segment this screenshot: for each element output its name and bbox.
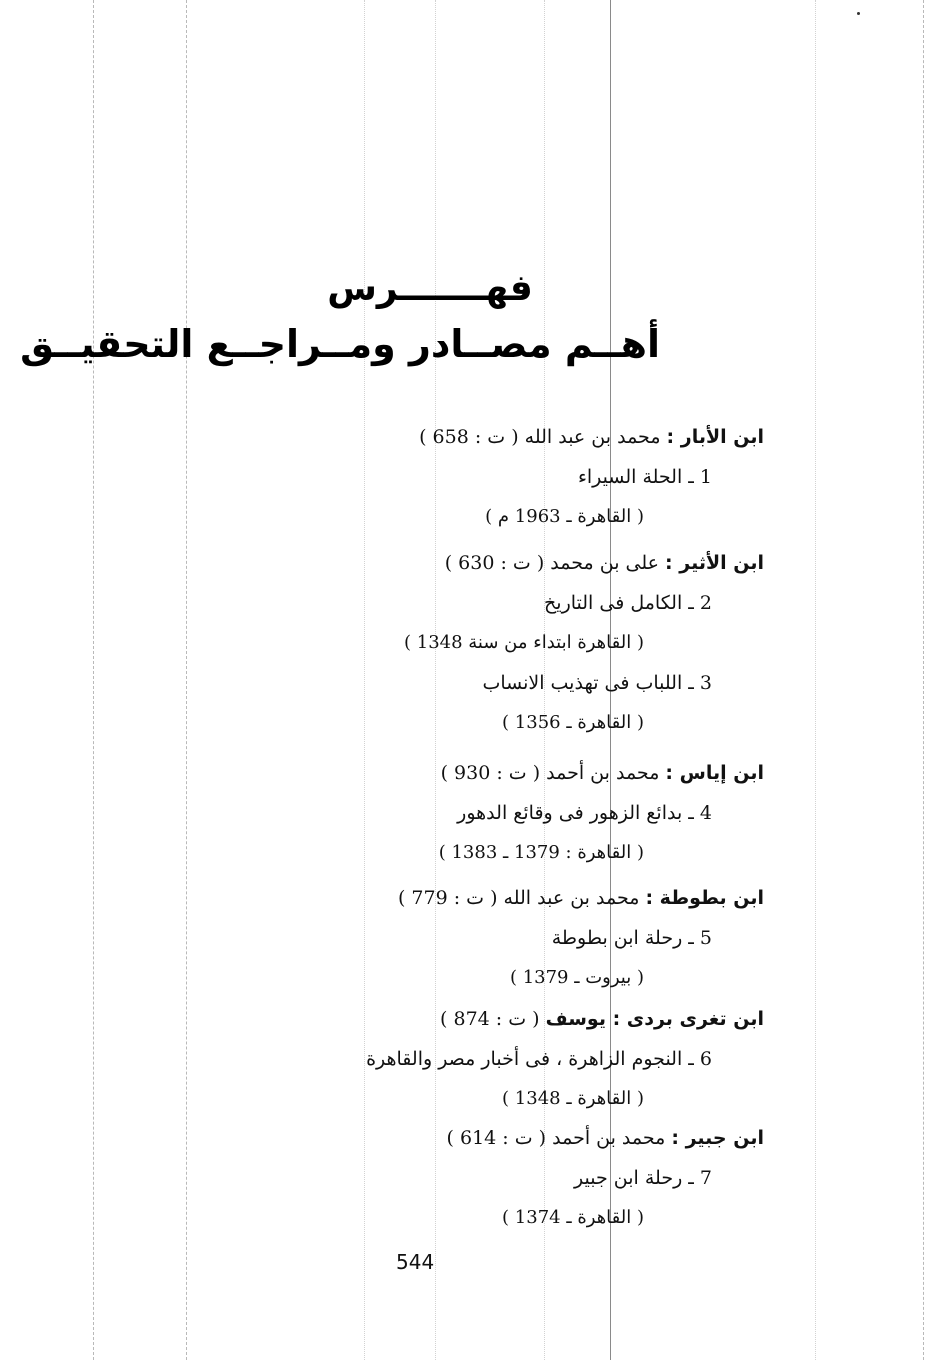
book-number: 1 [699,466,712,488]
book-number: 6 [699,1048,712,1070]
book-number: 7 [699,1167,712,1189]
book-line: 2 ـ الكامل فى التاريخ [544,592,712,614]
author-line [445,550,764,576]
page-title: فهـــــــرس [327,268,533,309]
page-number: 544 [396,1250,435,1274]
book-title: رحلة ابن جبير [574,1167,683,1189]
publication-info: ( القاهرة ـ 1356 ) [502,712,644,733]
author-details: محمد بن عبد الله ( ت : 658 ) [419,426,661,448]
book-line: 4 ـ بدائع الزهور فى وقائع الدهور [457,802,712,824]
book-title: بدائع الزهور فى وقائع الدهور [457,802,683,824]
author-name: ابن الأبار : [666,426,764,448]
book-title: الكامل فى التاريخ [544,592,683,614]
publication-info: ( القاهرة ـ 1374 ) [502,1207,644,1228]
publication-info: ( بيروت ـ 1379 ) [509,967,644,988]
scan-line [435,0,436,1360]
book-line: 6 ـ النجوم الزاهرة ، فى أخبار مصر والقاهرة [366,1048,712,1070]
author-name: ابن إياس : [665,762,764,784]
book-title: النجوم الزاهرة ، فى أخبار مصر والقاهرة [366,1048,683,1070]
scan-speck [857,12,860,15]
author-name: ابن الأثير : [665,552,764,574]
author-details: محمد بن أحمد ( ت : 930 ) [440,762,660,784]
author-details: ( ت : 874 ) [440,1008,540,1030]
book-line: 1 ـ الحلة السيراء [577,466,712,488]
book-number: 4 [699,802,712,824]
scan-line [186,0,187,1360]
author-details: محمد بن عبد الله ( ت : 779 ) [397,887,640,909]
scan-line [923,0,924,1360]
book-number: 3 [699,672,712,694]
author-name: ابن تغرى بردى : يوسف [545,1008,764,1030]
scan-line [815,0,816,1360]
book-title: رحلة ابن بطوطة [551,927,683,949]
book-line: 7 ـ رحلة ابن جبير [574,1167,712,1189]
book-number: 5 [699,927,712,949]
author-line [398,885,764,911]
book-line: 5 ـ رحلة ابن بطوطة [551,927,712,949]
author-details: على بن محمد ( ت : 630 ) [444,552,659,574]
scan-line [93,0,94,1360]
author-line [419,424,764,450]
author-line [440,1006,764,1032]
publication-info: ( القاهرة ابتداء من سنة 1348 ) [404,632,644,653]
author-name: ابن جبير : [671,1127,764,1149]
book-title: اللباب فى تهذيب الانساب [482,672,683,694]
author-line [447,1125,764,1151]
book-title: الحلة السيراء [577,466,683,488]
author-details: محمد بن أحمد ( ت : 614 ) [446,1127,666,1149]
publication-info: ( القاهرة : 1379 ـ 1383 ) [438,842,644,863]
publication-info: ( القاهرة ـ 1963 م ) [485,506,644,527]
scan-line [364,0,365,1360]
author-name: ابن بطوطة : [645,887,764,909]
page-subtitle: أهــم مصــادر ومــراجــع التحقيــق [20,322,660,366]
book-number: 2 [699,592,712,614]
book-line: 3 ـ اللباب فى تهذيب الانساب [482,672,712,694]
author-line [441,760,764,786]
publication-info: ( القاهرة ـ 1348 ) [502,1088,644,1109]
